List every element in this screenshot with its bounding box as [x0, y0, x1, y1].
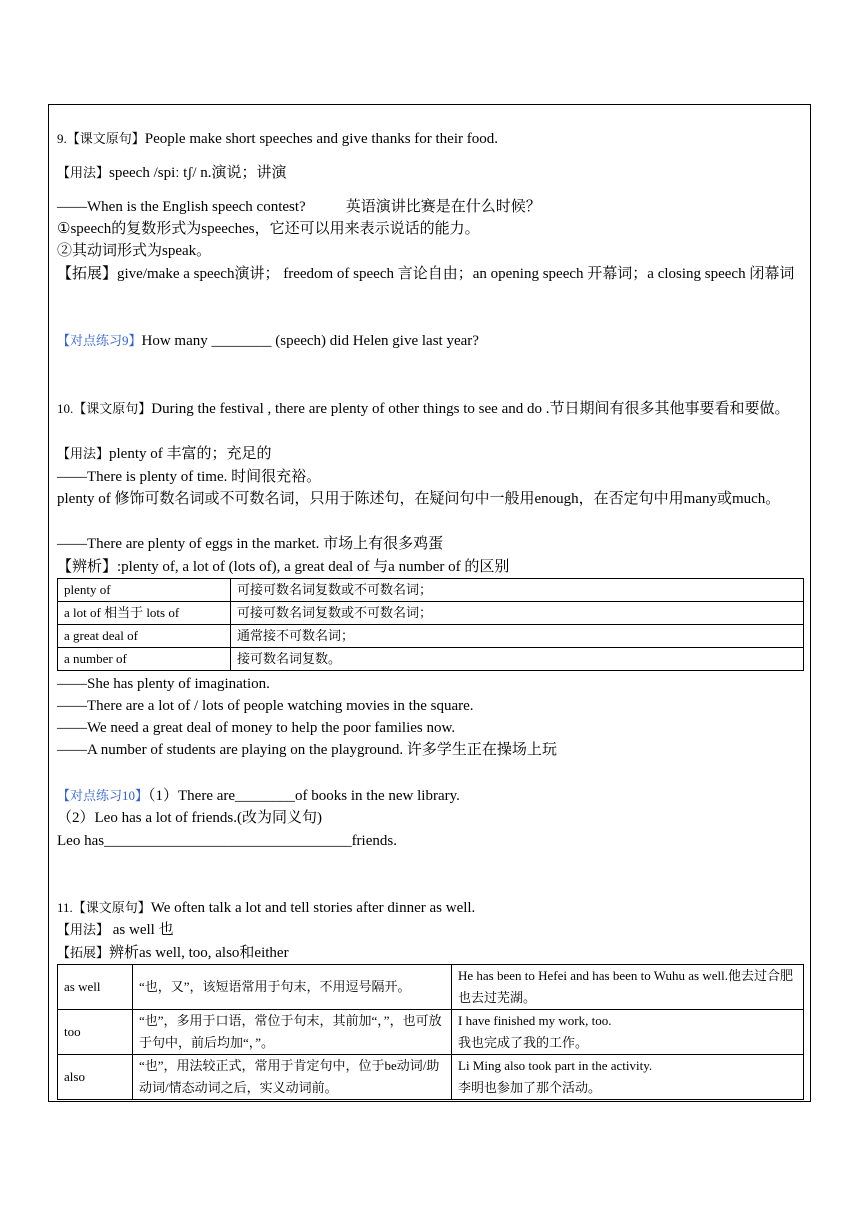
item-10-example-3: ——She has plenty of imagination.: [57, 676, 270, 692]
table-cell-desc: 通常接不可数名词；: [231, 625, 804, 648]
table-cell-word: also: [58, 1055, 133, 1100]
item-9-exercise: 【对点练习9】How many ________ (speech) did Helen give last year?: [57, 333, 479, 349]
table-cell-term: a great deal of: [58, 625, 231, 648]
item-10-exercise-1: 【对点练习10】（1）There are________of books in the new library.: [57, 788, 460, 804]
table-row: [58, 965, 804, 1010]
item-10-explanation: plenty of 修饰可数名词或不可数名词，只用于陈述句，在疑问句中一般用enough，在否定句中用many或much。: [57, 491, 781, 507]
table-cell-example: Li Ming also took part in the activity. 李明也参加了那个活动。: [452, 1055, 804, 1100]
table-cell-word: too: [58, 1010, 133, 1055]
item-10-example-2: ——There are plenty of eggs in the market. 市场上有很多鸡蛋: [57, 536, 444, 552]
table-row: [58, 648, 804, 671]
item-10-example-4: ——There are a lot of / lots of people watching movies in the square.: [57, 698, 474, 714]
item-10-exercise-2-answer: Leo has_________________________________friends.: [57, 833, 397, 849]
table-row: [58, 579, 804, 602]
comparison-table-also: [57, 964, 804, 1100]
table-row: [58, 625, 804, 648]
item-11-usage: 【用法】 as well 也: [57, 922, 174, 938]
item-9-note-1: ①speech的复数形式为speeches，它还可以用来表示说话的能力。: [57, 221, 480, 237]
item-10-example-1: ——There is plenty of time. 时间很充裕。: [57, 469, 322, 485]
table-cell-desc: 可接可数名词复数或不可数名词；: [231, 579, 804, 602]
table-row: [58, 1055, 804, 1100]
table-cell-desc: 可接可数名词复数或不可数名词；: [231, 602, 804, 625]
item-10-exercise-2: （2）Leo has a lot of friends.(改为同义句): [57, 810, 322, 826]
item-11-original-sentence: 11.【课文原句】We often talk a lot and tell stories after dinner as well.: [57, 900, 476, 916]
comparison-table-quantity: [57, 578, 804, 671]
table-cell-word: as well: [58, 965, 133, 1010]
item-10-example-5: ——We need a great deal of money to help the poor families now.: [57, 720, 456, 736]
table-cell-term: a number of: [58, 648, 231, 671]
item-9-example: ——When is the English speech contest? 英语演讲比赛是在什么时候？: [57, 199, 541, 215]
item-10-original-sentence: 10.【课文原句】During the festival , there are plenty of other things to see and do .节日期间有很多其他事要看和要做。: [57, 401, 790, 417]
table-cell-desc: “也”，多用于口语，常位于句末，其前加“，”，也可放于句中，前后均加“，”。: [133, 1010, 452, 1055]
table-row: [58, 602, 804, 625]
table-cell-desc: 接可数名词复数。: [231, 648, 804, 671]
item-9-original-sentence: 9.【课文原句】People make short speeches and give thanks for their food.: [57, 131, 498, 147]
table-cell-desc: “也”，用法较正式，常用于肯定句中，位于be动词/助动词/情态动词之后，实义动词前。: [133, 1055, 452, 1100]
item-9-usage: 【用法】speech /spiː tʃ/ n.演说；讲演: [57, 165, 287, 181]
table-row: [58, 1010, 804, 1055]
item-9-note-2: ②其动词形式为speak。: [57, 243, 212, 259]
table-cell-example: He has been to Hefei and has been to Wuhu as well.他去过合肥也去过芜湖。: [452, 965, 804, 1010]
item-9-extension: 【拓展】give/make a speech演讲； freedom of speech 言论自由；an opening speech 开幕词；a closing speech 闭幕词: [57, 266, 795, 282]
table-cell-term: a lot of 相当于 lots of: [58, 602, 231, 625]
item-10-usage: 【用法】plenty of 丰富的；充足的: [57, 446, 272, 462]
item-10-comparison: 【辨析】:plenty of, a lot of (lots of), a great deal of 与a number of 的区别: [57, 559, 510, 575]
table-cell-example: I have finished my work, too. 我也完成了我的工作。: [452, 1010, 804, 1055]
item-11-extension: 【拓展】辨析as well, too, also和either: [57, 945, 289, 961]
table-cell-term: plenty of: [58, 579, 231, 602]
item-10-example-6: ——A number of students are playing on the playground. 许多学生正在操场上玩: [57, 742, 557, 758]
table-cell-desc: “也，又”，该短语常用于句末，不用逗号隔开。: [133, 965, 452, 1010]
